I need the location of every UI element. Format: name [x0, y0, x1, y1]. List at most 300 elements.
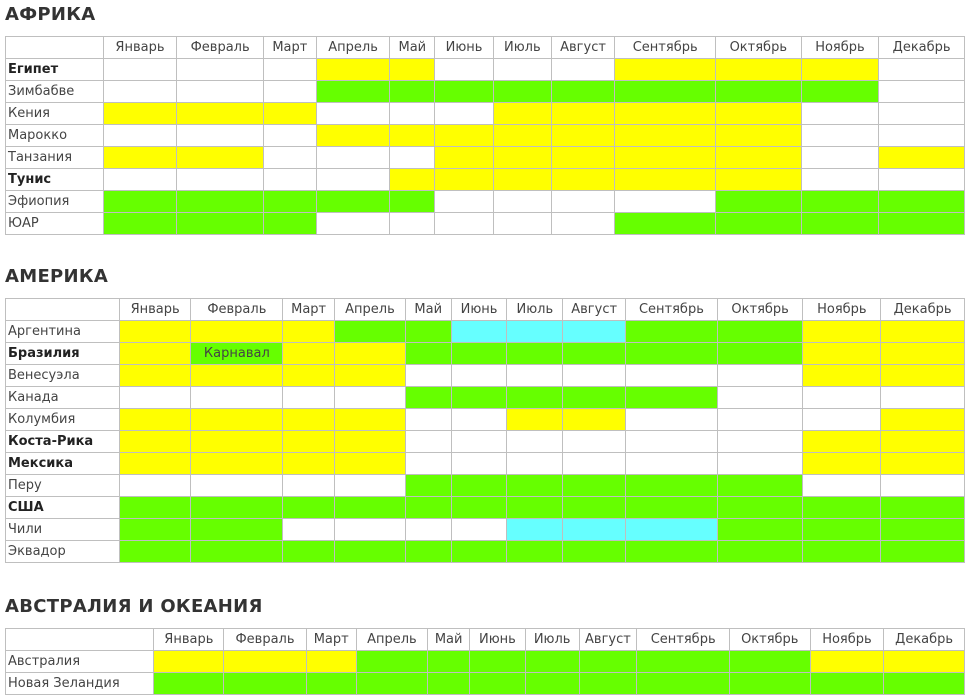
season-cell: [451, 387, 507, 409]
season-cell: [335, 321, 406, 343]
table-row: [6, 409, 965, 431]
season-cell: [435, 125, 494, 147]
season-cell: [119, 431, 191, 453]
month-header: Август: [563, 299, 626, 321]
month-header: Декабрь: [879, 37, 965, 59]
month-header: Август: [551, 37, 615, 59]
season-cell: [119, 541, 191, 563]
season-cell: [879, 59, 965, 81]
season-cell: [563, 343, 626, 365]
calendar-table: [5, 298, 965, 563]
season-cell: [390, 125, 435, 147]
season-cell: [283, 343, 335, 365]
table-row: [6, 125, 965, 147]
season-cell: [119, 519, 191, 541]
season-cell: [493, 103, 551, 125]
season-cell: [283, 519, 335, 541]
season-cell: [551, 191, 615, 213]
season-cell: [428, 651, 470, 673]
month-header: Февраль: [191, 299, 283, 321]
country-name: Колумбия: [6, 409, 120, 431]
season-cell: [191, 365, 283, 387]
header-row: [6, 299, 965, 321]
season-cell: [881, 343, 965, 365]
season-cell: [563, 519, 626, 541]
month-header: Сентябрь: [626, 299, 718, 321]
season-cell: [551, 147, 615, 169]
season-cell: [390, 147, 435, 169]
season-cell: [717, 431, 803, 453]
country-name: Эфиопия: [6, 191, 104, 213]
season-cell: [626, 365, 718, 387]
season-cell: [390, 213, 435, 235]
season-cell: [507, 519, 563, 541]
season-cell: [507, 475, 563, 497]
season-cell: [451, 497, 507, 519]
season-cell: [435, 59, 494, 81]
table-row: [6, 519, 965, 541]
season-cell: [493, 191, 551, 213]
season-cell: [803, 431, 881, 453]
season-cell: [717, 519, 803, 541]
season-cell: [119, 387, 191, 409]
season-cell: [507, 365, 563, 387]
season-cell: [119, 475, 191, 497]
season-cell: [103, 103, 177, 125]
season-cell: [563, 475, 626, 497]
season-cell: [390, 169, 435, 191]
season-cell: [626, 453, 718, 475]
season-cell: [390, 59, 435, 81]
season-cell: [119, 453, 191, 475]
season-cell: [717, 453, 803, 475]
season-cell: [263, 59, 316, 81]
season-cell: [405, 519, 451, 541]
season-cell: [103, 81, 177, 103]
country-name: Тунис: [6, 169, 104, 191]
season-cell: [881, 387, 965, 409]
season-cell: [715, 213, 801, 235]
table-row: [6, 147, 965, 169]
season-cell: [551, 103, 615, 125]
season-cell: [405, 387, 451, 409]
season-cell: [435, 169, 494, 191]
season-cell: [881, 321, 965, 343]
season-cell: [191, 541, 283, 563]
season-cell: [626, 387, 718, 409]
season-cell: [715, 191, 801, 213]
season-cell: [881, 453, 965, 475]
season-cell: [177, 125, 264, 147]
corner-cell: [6, 37, 104, 59]
season-cell: [103, 59, 177, 81]
season-cell: [626, 475, 718, 497]
season-cell: [177, 81, 264, 103]
season-cell: [335, 365, 406, 387]
month-header: Апрель: [356, 629, 428, 651]
table-row: [6, 431, 965, 453]
calendar-table: [5, 36, 965, 235]
season-cell: [803, 519, 881, 541]
season-cell: [119, 497, 191, 519]
table-row: [6, 453, 965, 475]
season-cell: [717, 497, 803, 519]
season-cell: [615, 125, 716, 147]
season-cell: [879, 103, 965, 125]
season-cell: [405, 365, 451, 387]
season-cell: [316, 125, 390, 147]
season-cell: [103, 213, 177, 235]
season-cell: [191, 475, 283, 497]
season-cell: [435, 191, 494, 213]
season-cell: [119, 409, 191, 431]
season-cell: [316, 81, 390, 103]
season-cell: [405, 431, 451, 453]
season-cell: [283, 321, 335, 343]
country-name: Марокко: [6, 125, 104, 147]
season-cell: [191, 431, 283, 453]
month-header: Май: [390, 37, 435, 59]
season-cell: [335, 431, 406, 453]
month-header: Июнь: [470, 629, 526, 651]
season-cell: [615, 147, 716, 169]
season-cell: [177, 147, 264, 169]
season-cell: [715, 103, 801, 125]
season-cell: [579, 651, 637, 673]
season-cell: [881, 541, 965, 563]
country-name: Танзания: [6, 147, 104, 169]
season-cell: [405, 343, 451, 365]
season-cell: [390, 191, 435, 213]
season-cell: [335, 453, 406, 475]
season-cell: [435, 147, 494, 169]
season-cell: [316, 191, 390, 213]
section-title: АВСТРАЛИЯ И ОКЕАНИЯ: [5, 596, 263, 617]
season-cell: [717, 343, 803, 365]
corner-cell: [6, 299, 120, 321]
table-row: [6, 169, 965, 191]
country-name: Египет: [6, 59, 104, 81]
season-cell: [316, 213, 390, 235]
season-cell: [715, 59, 801, 81]
country-name: ЮАР: [6, 213, 104, 235]
season-cell: [493, 169, 551, 191]
month-header: Февраль: [224, 629, 307, 651]
month-header: Ноябрь: [803, 299, 881, 321]
table-row: [6, 191, 965, 213]
season-cell: [615, 191, 716, 213]
season-cell: [507, 387, 563, 409]
month-header: Май: [405, 299, 451, 321]
season-cell: [283, 431, 335, 453]
country-name: Перу: [6, 475, 120, 497]
season-cell: [551, 59, 615, 81]
season-cell: [879, 213, 965, 235]
season-cell: [451, 431, 507, 453]
season-cell: [803, 321, 881, 343]
season-cell: [316, 147, 390, 169]
season-cell: [801, 59, 879, 81]
season-cell: [191, 497, 283, 519]
season-cell: [335, 475, 406, 497]
season-cell: [283, 497, 335, 519]
season-cell: [356, 651, 428, 673]
season-cell: [507, 409, 563, 431]
month-header: Октябрь: [717, 299, 803, 321]
month-header: Декабрь: [881, 299, 965, 321]
month-header: Апрель: [335, 299, 406, 321]
season-cell: [451, 365, 507, 387]
season-cell: [801, 147, 879, 169]
month-header: Июль: [507, 299, 563, 321]
season-cell: [881, 475, 965, 497]
country-name: Венесуэла: [6, 365, 120, 387]
season-cell: [881, 519, 965, 541]
season-cell: [428, 673, 470, 695]
season-cell: [615, 81, 716, 103]
season-cell: [626, 497, 718, 519]
season-cell: [507, 431, 563, 453]
season-cell: [283, 409, 335, 431]
header-row: [6, 37, 965, 59]
season-cell: [551, 125, 615, 147]
season-cell: [615, 213, 716, 235]
season-cell: [803, 541, 881, 563]
season-cell: [191, 409, 283, 431]
month-header: Апрель: [316, 37, 390, 59]
season-cell: [801, 191, 879, 213]
season-cell: [263, 213, 316, 235]
season-cell: [405, 475, 451, 497]
season-cell: [119, 321, 191, 343]
season-cell: [306, 651, 356, 673]
season-cell: [119, 365, 191, 387]
season-cell: [263, 81, 316, 103]
season-cell: [717, 541, 803, 563]
season-cell: [879, 125, 965, 147]
season-cell: [507, 541, 563, 563]
season-cell: [507, 497, 563, 519]
season-cell: [283, 453, 335, 475]
season-note-cell: Карнавал: [191, 343, 283, 365]
season-cell: [103, 191, 177, 213]
season-cell: [715, 81, 801, 103]
season-cell: [224, 673, 307, 695]
season-cell: [626, 321, 718, 343]
season-cell: [316, 103, 390, 125]
month-header: Июль: [493, 37, 551, 59]
season-cell: [451, 541, 507, 563]
season-cell: [615, 169, 716, 191]
month-header: Март: [283, 299, 335, 321]
season-cell: [263, 125, 316, 147]
season-cell: [884, 651, 965, 673]
country-name: Чили: [6, 519, 120, 541]
table-row: [6, 497, 965, 519]
season-cell: [451, 519, 507, 541]
country-name: Зимбабве: [6, 81, 104, 103]
season-cell: [263, 191, 316, 213]
table-row: [6, 321, 965, 343]
season-cell: [316, 59, 390, 81]
season-cell: [335, 409, 406, 431]
season-cell: [551, 213, 615, 235]
season-cell: [224, 651, 307, 673]
season-cell: [626, 409, 718, 431]
season-cell: [283, 475, 335, 497]
table-row: [6, 81, 965, 103]
season-cell: [191, 321, 283, 343]
country-name: США: [6, 497, 120, 519]
month-header: Июнь: [451, 299, 507, 321]
season-cell: [803, 365, 881, 387]
season-cell: [563, 387, 626, 409]
season-cell: [717, 475, 803, 497]
country-name: Мексика: [6, 453, 120, 475]
season-cell: [715, 125, 801, 147]
season-cell: [405, 321, 451, 343]
season-cell: [563, 321, 626, 343]
section-title: АФРИКА: [5, 4, 96, 25]
month-header: Май: [428, 629, 470, 651]
month-header: Ноябрь: [810, 629, 884, 651]
season-cell: [729, 673, 810, 695]
table-row: [6, 365, 965, 387]
season-cell: [390, 103, 435, 125]
section-america: [0, 264, 965, 559]
table-row: [6, 475, 965, 497]
season-cell: [884, 673, 965, 695]
season-cell: [525, 673, 579, 695]
season-cell: [551, 81, 615, 103]
season-cell: [626, 519, 718, 541]
season-cell: [405, 453, 451, 475]
season-cell: [283, 387, 335, 409]
season-cell: [563, 431, 626, 453]
country-name: Австралия: [6, 651, 154, 673]
season-cell: [803, 387, 881, 409]
season-cell: [717, 387, 803, 409]
table-row: [6, 387, 965, 409]
season-cell: [801, 103, 879, 125]
country-name: Канада: [6, 387, 120, 409]
month-header: Январь: [154, 629, 224, 651]
season-cell: [435, 81, 494, 103]
season-cell: [335, 541, 406, 563]
season-cell: [881, 431, 965, 453]
season-cell: [729, 651, 810, 673]
season-cell: [335, 519, 406, 541]
table-row: [6, 343, 965, 365]
season-cell: [451, 321, 507, 343]
season-cell: [335, 343, 406, 365]
season-cell: [177, 103, 264, 125]
season-cell: [579, 673, 637, 695]
season-cell: [881, 409, 965, 431]
season-cell: [191, 519, 283, 541]
season-cell: [881, 497, 965, 519]
country-name: Эквадор: [6, 541, 120, 563]
season-cell: [507, 321, 563, 343]
season-cell: [306, 673, 356, 695]
season-cell: [191, 387, 283, 409]
season-cell: [715, 147, 801, 169]
country-name: Кения: [6, 103, 104, 125]
season-cell: [801, 213, 879, 235]
season-cell: [563, 453, 626, 475]
season-cell: [493, 81, 551, 103]
season-cell: [615, 103, 716, 125]
season-cell: [335, 387, 406, 409]
season-cell: [263, 103, 316, 125]
season-cell: [881, 365, 965, 387]
country-name: Коста-Рика: [6, 431, 120, 453]
section-oceania: [0, 594, 965, 691]
season-cell: [507, 343, 563, 365]
season-cell: [803, 343, 881, 365]
month-header: Январь: [103, 37, 177, 59]
season-cell: [154, 673, 224, 695]
season-cell: [715, 169, 801, 191]
season-cell: [717, 409, 803, 431]
table-row: [6, 59, 965, 81]
table-row: [6, 651, 965, 673]
season-cell: [637, 673, 730, 695]
season-cell: [316, 169, 390, 191]
season-cell: [470, 673, 526, 695]
month-header: Октябрь: [715, 37, 801, 59]
season-cell: [637, 651, 730, 673]
season-cell: [154, 651, 224, 673]
season-cell: [801, 169, 879, 191]
season-cell: [563, 541, 626, 563]
season-cell: [451, 453, 507, 475]
season-cell: [356, 673, 428, 695]
season-cell: [405, 497, 451, 519]
season-cell: [801, 81, 879, 103]
season-cell: [283, 541, 335, 563]
season-cell: [803, 453, 881, 475]
month-header: Декабрь: [884, 629, 965, 651]
season-cell: [879, 81, 965, 103]
season-cell: [493, 59, 551, 81]
season-cell: [119, 343, 191, 365]
season-cell: [405, 541, 451, 563]
country-name: Аргентина: [6, 321, 120, 343]
season-cell: [263, 169, 316, 191]
calendar-table: [5, 628, 965, 695]
season-cell: [563, 409, 626, 431]
season-cell: [405, 409, 451, 431]
season-cell: [803, 497, 881, 519]
season-cell: [103, 169, 177, 191]
season-cell: [103, 147, 177, 169]
season-cell: [177, 213, 264, 235]
header-row: [6, 629, 965, 651]
season-cell: [493, 147, 551, 169]
season-cell: [191, 453, 283, 475]
season-cell: [803, 475, 881, 497]
season-cell: [470, 651, 526, 673]
season-cell: [879, 169, 965, 191]
month-header: Март: [306, 629, 356, 651]
season-cell: [177, 191, 264, 213]
season-cell: [810, 673, 884, 695]
season-cell: [551, 169, 615, 191]
season-cell: [103, 125, 177, 147]
month-header: Июнь: [435, 37, 494, 59]
section-title: АМЕРИКА: [5, 266, 109, 287]
